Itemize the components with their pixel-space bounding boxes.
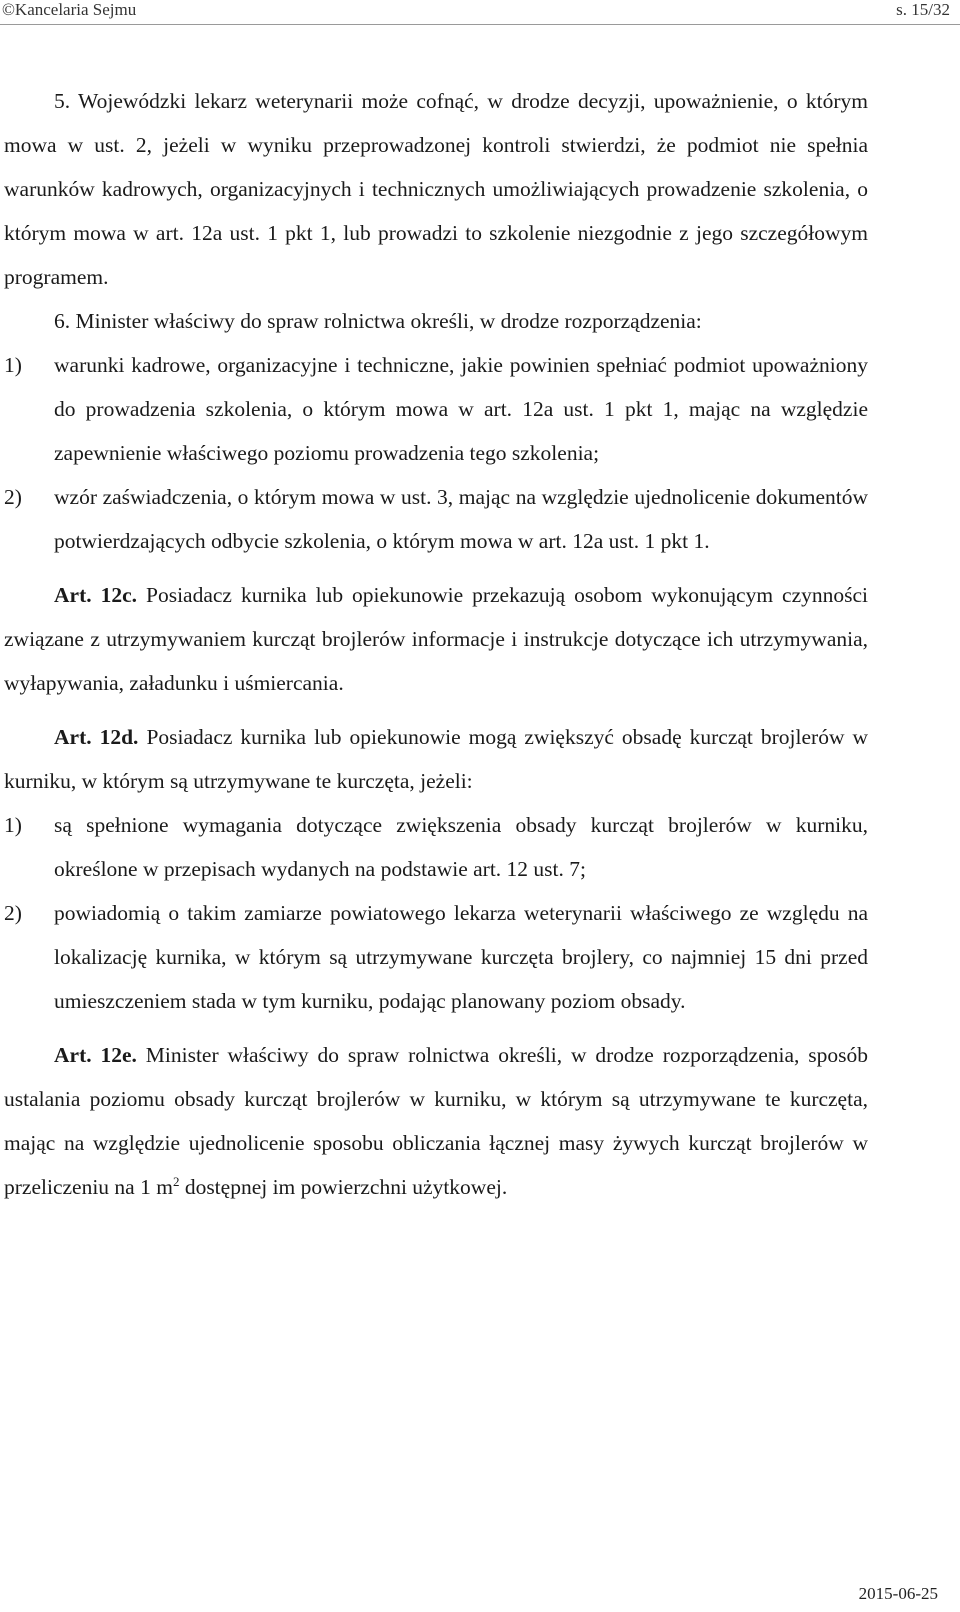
header-divider xyxy=(0,24,960,25)
list-item xyxy=(4,891,868,1023)
page-header xyxy=(0,0,960,24)
document-body xyxy=(4,79,868,1209)
list-item-number: 2) xyxy=(4,901,22,925)
article-text: Posiadacz kurnika lub opiekunowie mogą zwiększyć obsadę kurcząt brojlerów w kurniku, w którym są utrzymywane te kurczęta, jeżeli: xyxy=(4,725,868,793)
list-item-text: wzór zaświadczenia, o którym mowa w ust. 3, mając na względzie ujednolicenie dokumentów potwierdzających odbycie szkolenia, o którym mowa w art. 12a ust. 1 pkt 1. xyxy=(54,485,868,553)
paragraph-5: 5. Wojewódzki lekarz weterynarii może cofnąć, w drodze decyzji, upoważnienie, o którym mowa w ust. 2, jeżeli w wyniku przeprowadzonej kontroli stwierdzi, że podmiot nie spełnia warunków kadrowych, organizacyjnych i technicznych umożliwiających prowadzenie szkolenia, o którym mowa w art. 12a ust. 1 pkt 1, lub prowadzi to szkolenie niezgodnie z jego szczegółowym programem. xyxy=(4,89,868,289)
list-item-number: 1) xyxy=(4,353,22,377)
article-text: Posiadacz kurnika lub opiekunowie przekazują osobom wykonującym czynności związane z utrzymywaniem kurcząt brojlerów informacje i instrukcje dotyczące ich utrzymywania, wyłapywania, załadunku i uśmiercania. xyxy=(4,583,868,695)
article-12e xyxy=(4,1033,868,1209)
footer-date: 2015-06-25 xyxy=(858,1584,938,1603)
superscript: 2 xyxy=(172,1173,180,1189)
list-item xyxy=(4,475,868,563)
article-label: Art. 12e. xyxy=(54,1043,137,1067)
copyright-label: ©Kancelaria Sejmu xyxy=(2,0,137,19)
list-item xyxy=(4,343,868,475)
article-text: Minister właściwy do spraw rolnictwa określi, w drodze rozporządzenia, sposób ustalania poziomu obsady kurcząt brojlerów w kurniku, w którym są utrzymywane te kurczęta, mając na względzie ujednolicenie sposobu obliczania łącznej masy żywych kurcząt brojlerów w przeliczeniu na 1 m xyxy=(4,1043,868,1199)
list-item-text: warunki kadrowe, organizacyjne i techniczne, jakie powinien spełniać podmiot upoważniony do prowadzenia szkolenia, o którym mowa w art. 12a ust. 1 pkt 1, mając na względzie zapewnienie właściwego poziomu prowadzenia tego szkolenia; xyxy=(54,353,868,465)
page-number: s. 15/32 xyxy=(896,0,950,19)
list-item-text: są spełnione wymagania dotyczące zwiększenia obsady kurcząt brojlerów w kurniku, określone w przepisach wydanych na podstawie art. 12 ust. 7; xyxy=(54,813,868,881)
list-item-number: 1) xyxy=(4,813,22,837)
list-item-number: 2) xyxy=(4,485,22,509)
paragraph-6: 6. Minister właściwy do spraw rolnictwa określi, w drodze rozporządzenia: xyxy=(54,309,702,333)
article-label: Art. 12d. xyxy=(54,725,139,749)
list-item xyxy=(4,803,868,891)
article-12d xyxy=(4,715,868,803)
article-label: Art. 12c. xyxy=(54,583,138,607)
list-item-text: powiadomią o takim zamiarze powiatowego lekarza weterynarii właściwego ze względu na lokalizację kurnika, w którym są utrzymywane kurczęta brojlery, co najmniej 15 dni przed umieszczeniem stada w tym kurniku, podając planowany poziom obsady. xyxy=(54,901,868,1013)
article-12c xyxy=(4,573,868,705)
article-text: dostępnej im powierzchni użytkowej. xyxy=(179,1175,508,1199)
